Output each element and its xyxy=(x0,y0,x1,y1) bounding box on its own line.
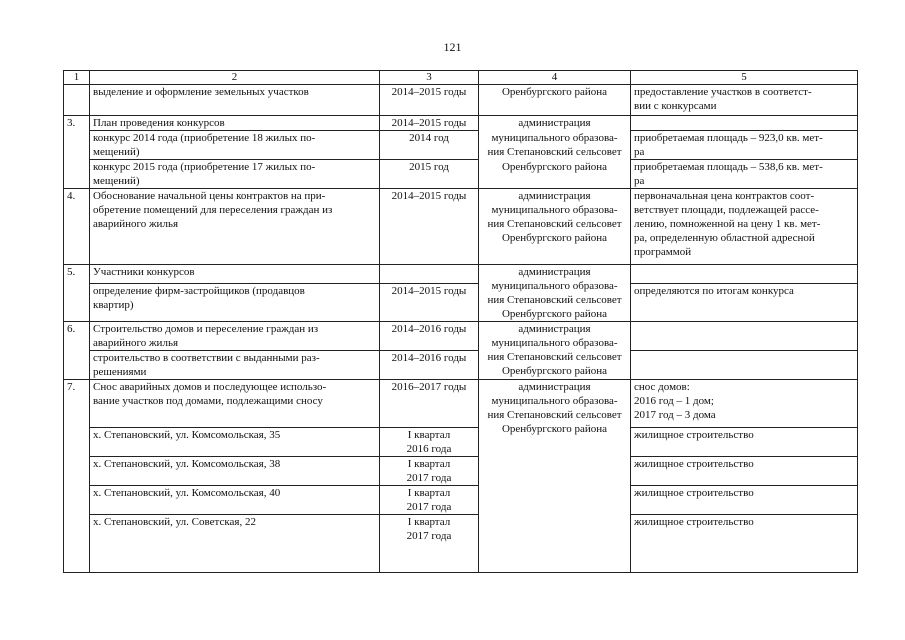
period-cell: I квартал 2016 года xyxy=(380,428,479,457)
executor-cell: администрация муниципального образова- ния Степановский сельсовет Оренбургского района xyxy=(479,265,631,322)
task-cell: конкурс 2015 года (приобретение 17 жилых по- мещений) xyxy=(90,160,380,189)
table-row xyxy=(64,284,858,322)
period-cell: 2015 год xyxy=(380,160,479,189)
executor-cell: администрация муниципального образова- ния Степановский сельсовет Оренбургского района xyxy=(479,322,631,380)
result-cell xyxy=(631,116,858,131)
col-header-5: 5 xyxy=(631,71,858,85)
task-cell: Участники конкурсов xyxy=(90,265,380,284)
task-cell: конкурс 2014 года (приобретение 18 жилых по- мещений) xyxy=(90,131,380,160)
period-cell: 2014–2015 годы xyxy=(380,116,479,131)
result-cell: предоставление участков в соответст- вии с конкурсами xyxy=(631,85,858,116)
result-cell xyxy=(631,351,858,380)
table-header-row xyxy=(64,71,858,85)
period-cell xyxy=(380,265,479,284)
result-cell: приобретаемая площадь – 538,6 кв. мет- ра xyxy=(631,160,858,189)
task-cell: План проведения конкурсов xyxy=(90,116,380,131)
period-cell: I квартал 2017 года xyxy=(380,457,479,486)
executor-cell: Оренбургского района xyxy=(479,160,631,189)
result-cell xyxy=(631,322,858,351)
table-row xyxy=(64,486,858,515)
period-cell: 2014–2015 годы xyxy=(380,189,479,265)
table-row xyxy=(64,428,858,457)
result-cell: жилищное строительство xyxy=(631,515,858,573)
table-row xyxy=(64,116,858,131)
task-cell: строительство в соответствии с выданными раз- решениями xyxy=(90,351,380,380)
executor-cell: Оренбургского района xyxy=(479,85,631,116)
task-cell: Строительство домов и переселение граждан из аварийного жилья xyxy=(90,322,380,351)
plan-table xyxy=(63,70,858,573)
table-row xyxy=(64,160,858,189)
result-cell: жилищное строительство xyxy=(631,486,858,515)
col-header-4: 4 xyxy=(479,71,631,85)
result-cell: снос домов: 2016 год – 1 дом; 2017 год – 3 дома xyxy=(631,380,858,428)
table-row xyxy=(64,351,858,380)
col-header-1: 1 xyxy=(64,71,90,85)
executor-cell: муниципального образова- ния Степановский сельсовет xyxy=(479,131,631,160)
address-cell: х. Степановский, ул. Комсомольская, 38 xyxy=(90,457,380,486)
executor-cell: администрация муниципального образова- ния Степановский сельсовет Оренбургского района xyxy=(479,380,631,573)
address-cell: х. Степановский, ул. Комсомольская, 40 xyxy=(90,486,380,515)
executor-cell: администрация xyxy=(479,116,631,131)
col-header-3: 3 xyxy=(380,71,479,85)
table-row xyxy=(64,380,858,428)
row-number-cell: 3. xyxy=(64,116,90,189)
period-cell: 2014–2016 годы xyxy=(380,322,479,351)
task-cell: Обоснование начальной цены контрактов на при- обретение помещений для переселения граждан из аварийного жилья xyxy=(90,189,380,265)
col-header-2: 2 xyxy=(90,71,380,85)
row-number-cell xyxy=(64,85,90,116)
period-cell: 2014 год xyxy=(380,131,479,160)
period-cell: 2016–2017 годы xyxy=(380,380,479,428)
table-row xyxy=(64,85,858,116)
result-cell: жилищное строительство xyxy=(631,428,858,457)
address-cell: х. Степановский, ул. Комсомольская, 35 xyxy=(90,428,380,457)
period-cell: 2014–2016 годы xyxy=(380,351,479,380)
table-row xyxy=(64,131,858,160)
task-cell: выделение и оформление земельных участков xyxy=(90,85,380,116)
period-cell: I квартал 2017 года xyxy=(380,515,479,573)
period-cell: I квартал 2017 года xyxy=(380,486,479,515)
address-cell: х. Степановский, ул. Советская, 22 xyxy=(90,515,380,573)
result-cell: жилищное строительство xyxy=(631,457,858,486)
task-cell: определение фирм-застройщиков (продавцов квартир) xyxy=(90,284,380,322)
result-cell xyxy=(631,265,858,284)
table-row xyxy=(64,189,858,265)
table-row xyxy=(64,322,858,351)
table-row xyxy=(64,457,858,486)
executor-cell: администрация муниципального образова- ния Степановский сельсовет Оренбургского района xyxy=(479,189,631,265)
table-row xyxy=(64,265,858,284)
task-cell: Снос аварийных домов и последующее использо- вание участков под домами, подлежащими сносу xyxy=(90,380,380,428)
result-cell: определяются по итогам конкурса xyxy=(631,284,858,322)
row-number-cell: 6. xyxy=(64,322,90,380)
result-cell: приобретаемая площадь – 923,0 кв. мет- ра xyxy=(631,131,858,160)
period-cell: 2014–2015 годы xyxy=(380,85,479,116)
row-number-cell: 4. xyxy=(64,189,90,265)
row-number-cell: 5. xyxy=(64,265,90,322)
result-cell: первоначальная цена контрактов соот- ветствует площади, подлежащей рассе- лению, помноженной на цену 1 кв. мет- ра, определенную областной адресной программой xyxy=(631,189,858,265)
period-cell: 2014–2015 годы xyxy=(380,284,479,322)
page-number: 121 xyxy=(443,40,462,54)
table-row xyxy=(64,515,858,573)
row-number-cell: 7. xyxy=(64,380,90,573)
